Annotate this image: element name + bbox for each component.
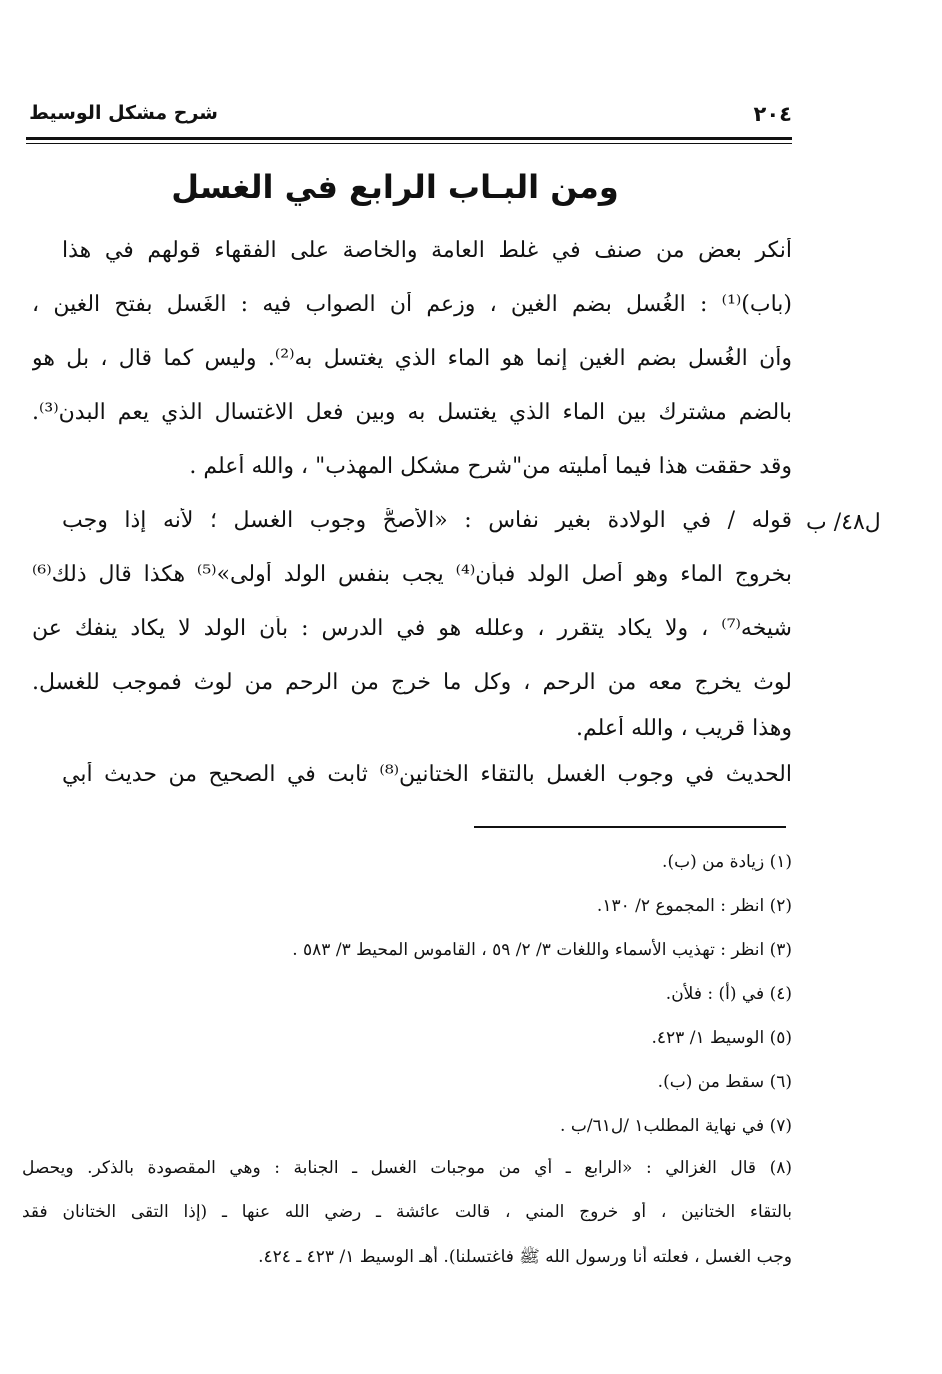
footnote-continuation: وجب الغسل ، فعلته أنا ورسول الله ﷺ فاغتسلنا). أهـ الوسيط ١/ ٤٢٣ ـ ٤٢٤.: [258, 1247, 792, 1267]
text-line: وأن الغُسل بضم الغين إنما هو الماء الذي يغتسل به⁽²⁾. وليس كما قال ، بل هو: [32, 346, 792, 371]
footnote: (٨) قال الغزالي : «الرابع ـ أي من موجبات الغسل ـ الجنابة : وهي المقصودة بالذكر. ويحصل: [22, 1158, 792, 1178]
text-line: قوله / في الولادة بغير نفاس : «الأصحُّ وجوب الغسل ؛ لأنه إذا وجب: [62, 508, 792, 533]
footnote: (٤) في (أ) : فلأن.: [665, 984, 792, 1004]
text-line: الحديث في وجوب الغسل بالتقاء الختانين⁽⁸⁾ ثابت في الصحيح من حديث أبي: [62, 762, 792, 787]
manuscript-folio-marker: ل٤٨/ ب: [806, 510, 881, 535]
footnote: (٥) الوسيط ١/ ٤٢٣.: [651, 1028, 792, 1048]
page-number: ٢٠٤: [753, 102, 792, 126]
footnote: (٣) انظر : تهذيب الأسماء واللغات ٣/ ٢/ ٥٩ ، القاموس المحيط ٣/ ٥٨٣ .: [292, 940, 792, 960]
footnote: (١) زيادة من (ب).: [662, 852, 792, 872]
footnote: (٧) في نهاية المطلب١ /ل٦١/ب .: [560, 1116, 792, 1136]
footnote-continuation: بالتقاء الختانين ، أو خروج المني ، قالت عائشة ـ رضي الله عنها ـ (إذا التقى الختانان فقد: [22, 1202, 792, 1222]
text-line: لوث يخرج معه من الرحم ، وكل ما خرج من الرحم من لوث فموجب للغسل.: [32, 670, 792, 695]
footnote: (٢) انظر : المجموع ٢/ ١٣٠.: [596, 896, 792, 916]
section-heading: ومن البـاب الرابع في الغسل: [171, 168, 619, 206]
running-header: [26, 100, 792, 140]
book-title: شرح مشكل الوسيط: [29, 102, 218, 124]
text-line: وقد حققت هذا فيما أمليته من"شرح مشكل المهذب" ، والله أعلم .: [189, 454, 792, 479]
text-line: أنكر بعض من صنف في غلط العامة والخاصة على الفقهاء قولهم في هذا: [62, 238, 792, 263]
footnote-divider: [474, 826, 786, 828]
text-line: (باب)⁽¹⁾ : الغُسل بضم الغين ، وزعم أن الصواب فيه : الغَسل بفتح الغين ،: [32, 292, 792, 317]
footnote: (٦) سقط من (ب).: [657, 1072, 792, 1092]
text-line: بخروج الماء وهو أصل الولد فبأن⁽⁴⁾ يجب بنفس الولد أولى»⁽⁵⁾ هكذا قال ذلك⁽⁶⁾: [32, 562, 792, 587]
text-line: وهذا قريب ، والله أعلم.: [575, 716, 792, 741]
text-line: شيخه⁽⁷⁾ ، ولا يكاد يتقرر ، وعلله هو في الدرس : بأن الولد لا يكاد ينفك عن: [32, 616, 792, 641]
text-line: بالضم مشترك بين الماء الذي يغتسل به وبين فعل الاغتسال الذي يعم البدن⁽³⁾.: [32, 400, 792, 425]
